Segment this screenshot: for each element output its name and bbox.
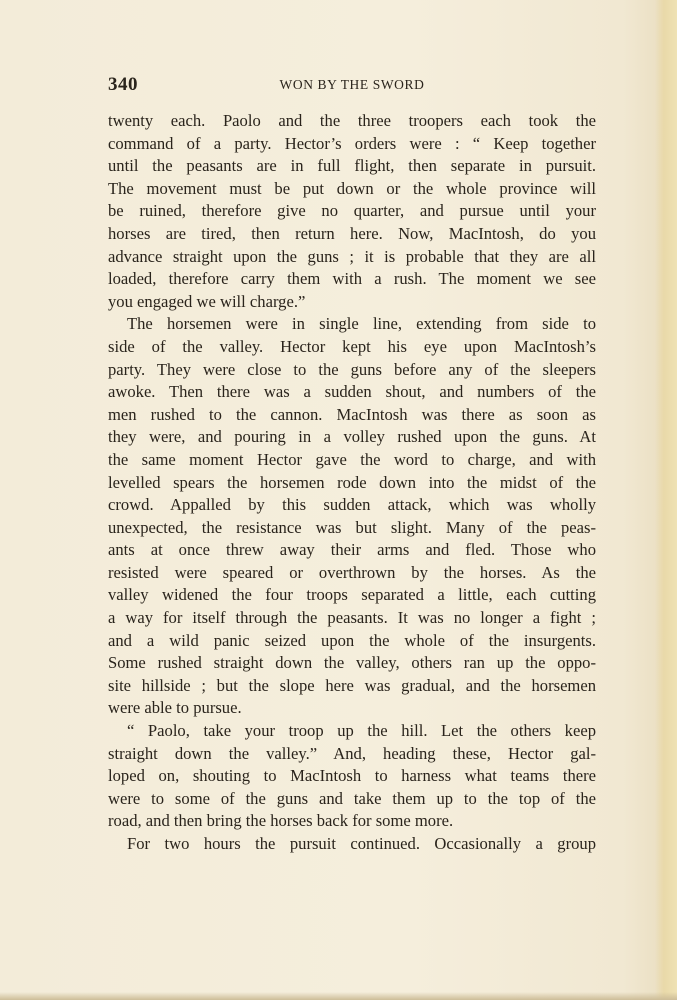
text-line: twenty each. Paolo and the three troopers each took the	[108, 111, 596, 130]
text-line: valley widened the four troops separated a little, each cutting	[108, 585, 596, 605]
text-line: site hillside ; but the slope here was gradual, and the horsemen	[108, 675, 596, 695]
text-line: The horsemen were in single line, extending from side to	[127, 314, 596, 334]
text-line: resisted were speared or overthrown by the horses. As the	[108, 562, 596, 582]
text-line: advance straight upon the guns ; it is probable that they are all	[108, 246, 596, 266]
text-line: until the peasants are in full flight, then separate in pursuit.	[108, 156, 596, 176]
text-line: and a wild panic seized upon the whole of the insurgents.	[108, 630, 596, 650]
text-line: The movement must be put down or the whole province will	[108, 178, 596, 198]
page-bottom-shadow	[0, 992, 677, 1000]
text-line: were to some of the guns and take them up to the top of the	[108, 788, 596, 808]
text-line: men rushed to the cannon. MacIntosh was there as soon as	[108, 404, 596, 424]
text-line: horses are tired, then return here. Now, MacIntosh, do you	[108, 223, 596, 243]
text-line: “ Paolo, take your troop up the hill. Let the others keep	[127, 721, 596, 741]
page-edge-shadow	[655, 0, 677, 1000]
text-line: Some rushed straight down the valley, others ran up the oppo-	[108, 653, 596, 673]
text-line: loaded, therefore carry them with a rush. The moment we see	[108, 269, 596, 289]
text-line: party. They were close to the guns before any of the sleepers	[108, 359, 596, 379]
text-line: the same moment Hector gave the word to charge, and with	[108, 449, 596, 469]
text-line: levelled spears the horsemen rode down into the midst of the	[108, 472, 596, 492]
text-line: ants at once threw away their arms and fled. Those who	[108, 540, 596, 560]
page-header	[108, 74, 596, 96]
text-line: they were, and pouring in a volley rushed upon the guns. At	[108, 427, 596, 447]
text-line: awoke. Then there was a sudden shout, and numbers of the	[108, 382, 596, 402]
text-line: command of a party. Hector’s orders were : “ Keep together	[108, 133, 596, 153]
text-line: crowd. Appalled by this sudden attack, which was wholly	[108, 495, 596, 515]
text-line: side of the valley. Hector kept his eye upon MacIntosh’s	[108, 336, 596, 356]
text-line: loped on, shouting to MacIntosh to harness what teams there	[108, 766, 596, 786]
text-line: straight down the valley.” And, heading these, Hector gal-	[108, 743, 596, 763]
text-line: unexpected, the resistance was but slight. Many of the peas-	[108, 517, 596, 537]
text-line: road, and then bring the horses back for some more.	[108, 811, 454, 831]
running-head: WON BY THE SWORD	[279, 77, 425, 92]
text-line: a way for itself through the peasants. It was no longer a fight ;	[108, 608, 596, 628]
page-number: 340	[108, 74, 138, 95]
text-line: were able to pursue.	[108, 698, 242, 718]
body-text	[108, 110, 596, 856]
text-line: you engaged we will charge.”	[108, 291, 306, 311]
text-line: be ruined, therefore give no quarter, and pursue until your	[108, 201, 596, 221]
text-line: For two hours the pursuit continued. Occasionally a group	[127, 834, 596, 853]
